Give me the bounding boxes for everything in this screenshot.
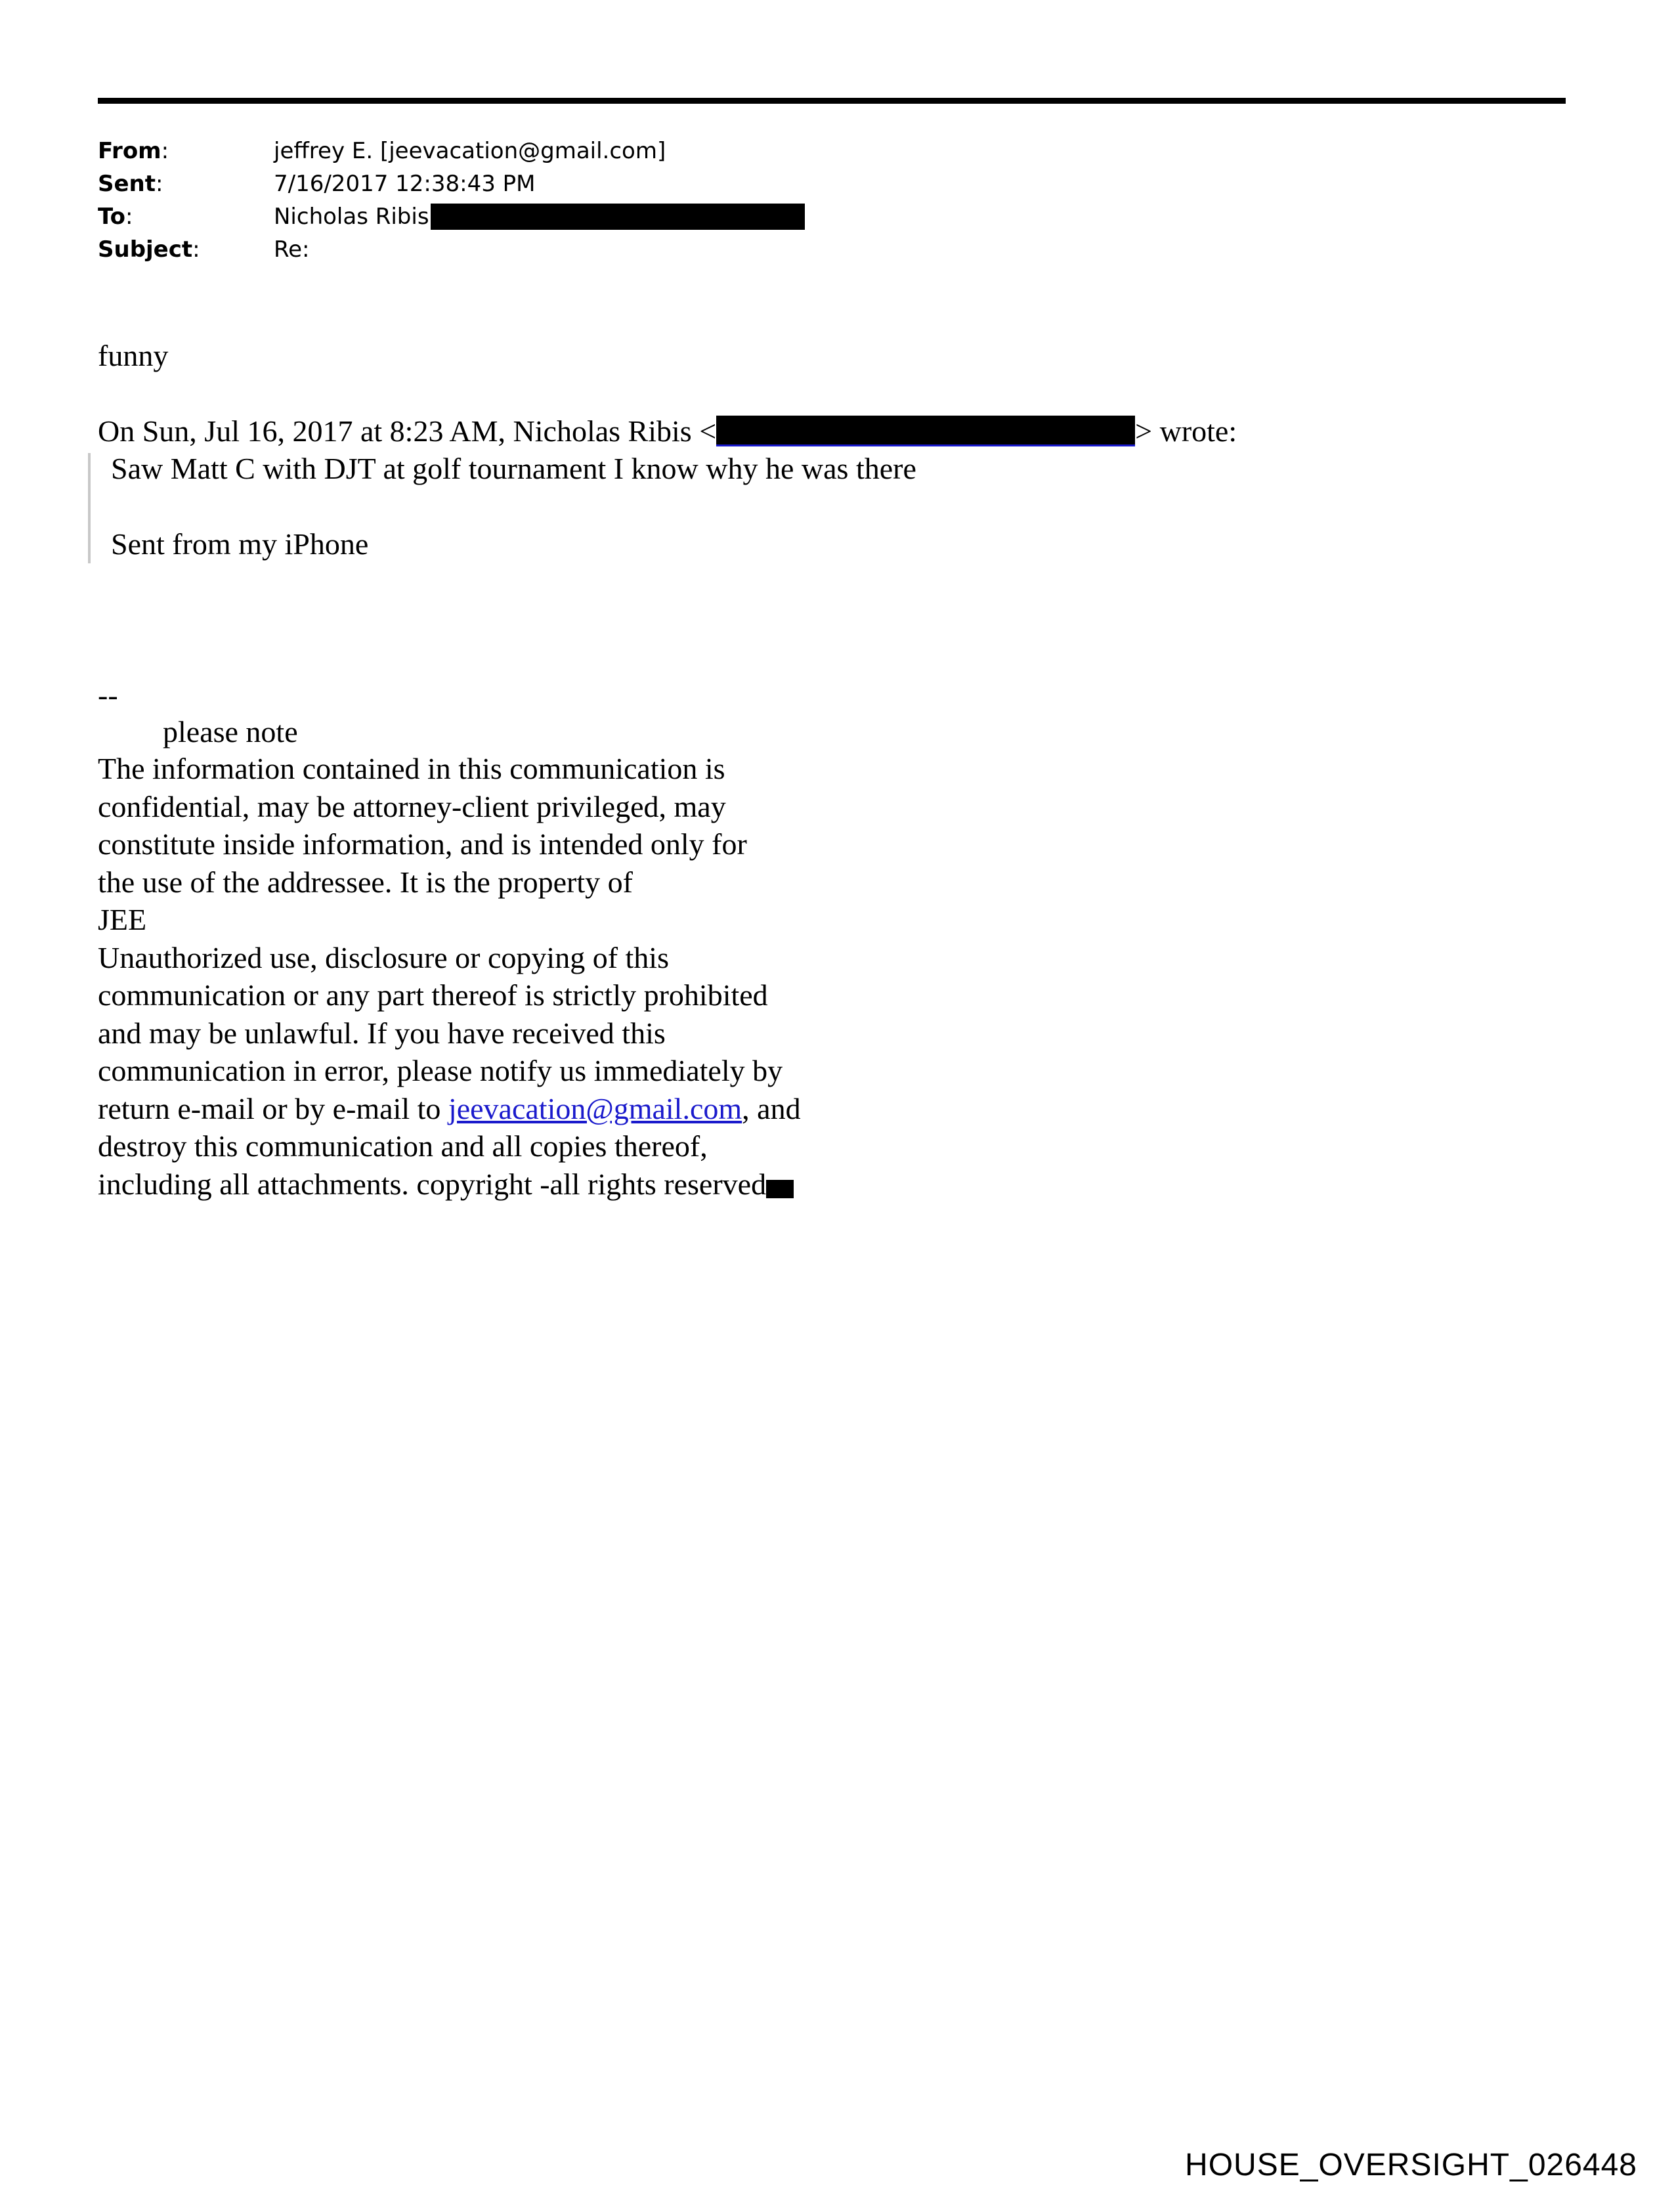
disclaimer-line: including all attachments. copyright -all rights reserved bbox=[98, 1165, 801, 1204]
signature-separator: -- bbox=[98, 678, 118, 712]
disclaimer-line: communication in error, please notify us immediately by bbox=[98, 1054, 783, 1087]
sent-value: 7/16/2017 12:38:43 PM bbox=[274, 171, 536, 197]
confidentiality-disclaimer bbox=[98, 750, 801, 1203]
sent-label: Sent bbox=[98, 171, 156, 197]
to-row: To: Nicholas Ribis bbox=[98, 200, 805, 233]
quote-bar bbox=[88, 453, 91, 563]
email-header bbox=[98, 135, 805, 266]
sent-row: Sent: 7/16/2017 12:38:43 PM bbox=[98, 167, 805, 200]
please-note: please note bbox=[163, 715, 298, 748]
quote-attribution bbox=[98, 412, 1237, 450]
disclaimer-line: destroy this communication and all copies thereof, bbox=[98, 1129, 708, 1163]
attribution-prefix: On Sun, Jul 16, 2017 at 8:23 AM, Nicholas Ribis < bbox=[98, 414, 717, 448]
subject-value: Re: bbox=[274, 236, 310, 263]
disclaimer-line: and may be unlawful. If you have received this bbox=[98, 1016, 666, 1050]
attribution-suffix: > wrote: bbox=[1135, 414, 1237, 448]
redacted-email-link[interactable] bbox=[716, 416, 1135, 446]
disclaimer-line: Unauthorized use, disclosure or copying of this bbox=[98, 940, 669, 974]
bates-number: HOUSE_OVERSIGHT_026448 bbox=[1185, 2148, 1637, 2182]
disclaimer-line: the use of the addressee. It is the property of bbox=[98, 865, 633, 899]
disclaimer-line: communication or any part thereof is strictly prohibited bbox=[98, 978, 768, 1012]
to-label: To bbox=[98, 204, 126, 230]
subject-label: Subject bbox=[98, 236, 193, 263]
subject-row: Subject: Re: bbox=[98, 233, 805, 266]
to-value: Nicholas Ribis bbox=[274, 204, 429, 230]
disclaimer-line: constitute inside information, and is intended only for bbox=[98, 827, 747, 861]
from-value: jeffrey E. [jeevacation@gmail.com] bbox=[274, 138, 666, 164]
disclaimer-line: The information contained in this communication is bbox=[98, 752, 725, 785]
disclaimer-line: JEE bbox=[98, 903, 147, 936]
reply-text: funny bbox=[98, 339, 169, 372]
quoted-signature: Sent from my iPhone bbox=[111, 527, 369, 561]
quoted-message: Saw Matt C with DJT at golf tournament I know why he was there bbox=[111, 452, 916, 485]
header-divider bbox=[98, 98, 1566, 104]
redaction-bar bbox=[766, 1180, 794, 1198]
redaction-bar bbox=[431, 204, 805, 230]
from-label: From bbox=[98, 138, 161, 164]
disclaimer-line: return e-mail or by e-mail to jeevacation@gmail.com, and bbox=[98, 1091, 801, 1125]
disclaimer-line: confidential, may be attorney-client privileged, may bbox=[98, 789, 726, 823]
from-row: From: jeffrey E. [jeevacation@gmail.com] bbox=[98, 135, 805, 167]
email-link[interactable]: jeevacation@gmail.com bbox=[448, 1091, 742, 1125]
